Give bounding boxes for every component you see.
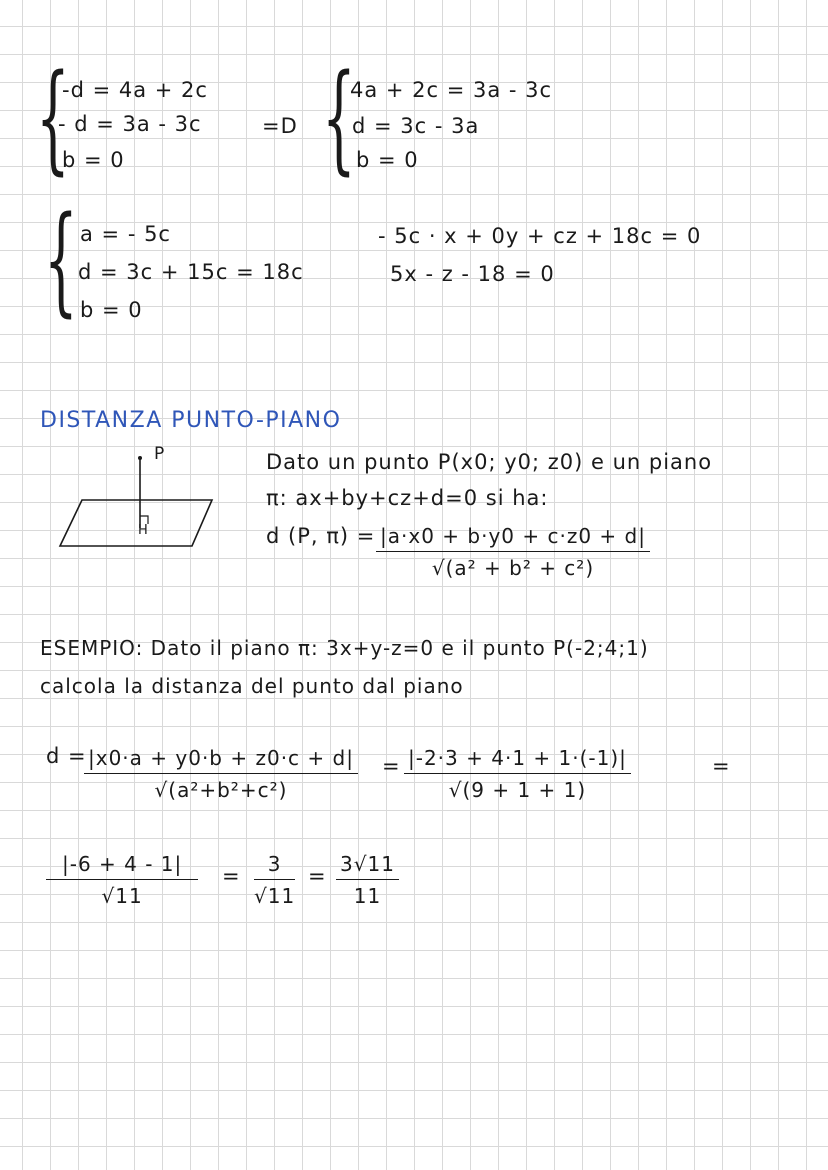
- system2-line1: a = - 5c: [80, 222, 171, 246]
- system1-result-line3: b = 0: [356, 148, 419, 172]
- left-brace: {: [36, 48, 70, 186]
- distance-formula: [376, 524, 650, 580]
- fraction-5-denominator: 11: [353, 884, 382, 908]
- point-label-p: P: [154, 444, 166, 464]
- system1-result-line1: 4a + 2c = 3a - 3c: [350, 78, 553, 102]
- plane-diagram: [52, 444, 222, 554]
- example-fraction-5: [336, 852, 399, 908]
- fraction-2-denominator: √(9 + 1 + 1): [448, 778, 587, 802]
- fraction-4-numerator: 3: [254, 852, 295, 880]
- equals-sign: =: [222, 864, 241, 888]
- example-fraction-1: [84, 746, 358, 802]
- fraction-2-numerator: |-2·3 + 4·1 + 1·(-1)|: [404, 746, 631, 774]
- right-brace: {: [322, 48, 356, 186]
- plane-equation-line2: 5x - z - 18 = 0: [390, 262, 555, 286]
- foot-label-h: H: [138, 523, 149, 538]
- fraction-3-numerator: |-6 + 4 - 1|: [46, 852, 198, 880]
- system1-line1: -d = 4a + 2c: [62, 78, 208, 102]
- implies-arrow: =D: [262, 114, 298, 138]
- example-line2: calcola la distanza del punto dal piano: [40, 674, 464, 698]
- section-title: DISTANZA PUNTO-PIANO: [40, 408, 342, 433]
- fraction-1-denominator: √(a²+b²+c²): [154, 778, 288, 802]
- definition-line1: Dato un punto P(x0; y0; z0) e un piano: [266, 450, 713, 474]
- system2-line3: b = 0: [80, 298, 143, 322]
- fraction-1-numerator: |x0·a + y0·b + z0·c + d|: [84, 746, 358, 774]
- example-fraction-3: [46, 852, 198, 908]
- fraction-3-denominator: √11: [101, 884, 143, 908]
- fraction-5-numerator: 3√11: [336, 852, 399, 880]
- fraction-4-denominator: √11: [254, 884, 296, 908]
- system1-line2: - d = 3a - 3c: [58, 112, 202, 136]
- system2-line2: d = 3c + 15c = 18c: [78, 260, 304, 284]
- equals-sign: =: [382, 754, 401, 778]
- example-fraction-4: [254, 852, 295, 908]
- distance-formula-numerator: |a·x0 + b·y0 + c·z0 + d|: [376, 524, 650, 552]
- system1-result-line2: d = 3c - 3a: [352, 114, 480, 138]
- system1-line3: b = 0: [62, 148, 125, 172]
- left-brace: {: [44, 190, 78, 328]
- plane-equation-line1: - 5c · x + 0y + cz + 18c = 0: [378, 224, 702, 248]
- example-fraction-2: [404, 746, 631, 802]
- equals-sign: =: [712, 754, 731, 778]
- example-line1: ESEMPIO: Dato il piano π: 3x+y-z=0 e il punto P(-2;4;1): [40, 636, 649, 660]
- distance-formula-denominator: √(a² + b² + c²): [431, 556, 595, 580]
- definition-line2: π: ax+by+cz+d=0 si ha:: [266, 486, 549, 510]
- example-d-label: d =: [46, 744, 87, 768]
- distance-formula-lhs: d (P, π) =: [266, 524, 376, 548]
- equals-sign: =: [308, 864, 327, 888]
